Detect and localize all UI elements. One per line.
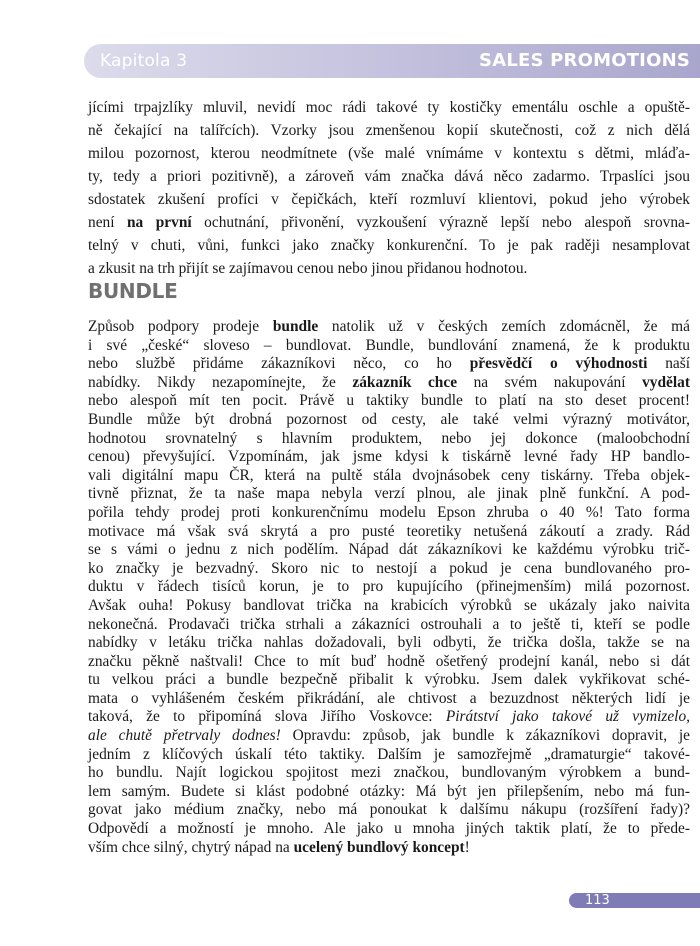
text-run: natolik už v českých zemích zdomácněl, že má <box>318 318 690 335</box>
text-line: značku pěkně naštvali! Chce to mít buď hodně ošetřený prodejní kanál, nebo si dát <box>88 652 690 670</box>
text-line: a zkusit na trh přijít se zajímavou cenou nebo jinou přidanou hodnotou. <box>88 260 528 277</box>
text-run: naší <box>647 355 691 373</box>
text-run: nebo službě přidáme zákazníkovi něco, co ho <box>88 355 470 373</box>
text-run: taková, že to připomíná slova Jiřího Voskovce: <box>88 708 446 726</box>
text-line: pořila tehdy prodej proti konkurenčnímu modelu Epson zhruba o 40 %! Tato forma <box>88 503 690 521</box>
text-run: Opravdu: způsob, jak bundle k zákazníkovi dopravit, je <box>280 727 690 745</box>
text-line <box>88 374 690 393</box>
text-run: ochutnání, přivonění, vyzkoušení výrazně lepší nebo alespoň srovna- <box>191 214 690 231</box>
text-line: duktu v řádech tisíců korun, je to pro kupujícího (přinejmenším) milá pozornost. <box>88 578 690 596</box>
text-run: Způsob podpory prodeje <box>88 318 273 335</box>
chapter-label: Kapitola 3 <box>100 51 188 71</box>
text-line: jícími trpajzlíky mluvil, nevidí moc rádi takové ty kostičky ementálu oschle a opuště- <box>88 99 690 116</box>
text-line: ty, tedy a priori pozitivně), a zároveň vám značka dává něco zadarmo. Trpaslíci jsou <box>88 168 690 185</box>
text-run: vším chce silný, chytrý nápad na <box>88 838 294 856</box>
text-line: Odpovědí a možností je mnoho. Ale jako u mnoha jiných taktik platí, že to přede- <box>88 820 690 838</box>
text-line: telný v chuti, vůni, funkci jako značky konkurenční. To je pak raději nesamplovat <box>88 237 690 254</box>
bold-phrase: ucelený bundlový koncept <box>293 838 465 856</box>
section-heading-bundle: BUNDLE <box>88 279 178 303</box>
text-line: ho bundlu. Najít logickou spojitost mezi značkou, bundlovaným výrobkem a bund- <box>88 764 690 782</box>
text-run: nabídky. Nikdy nezapomínejte, že <box>88 373 353 391</box>
text-run: na svém nakupování <box>457 373 643 391</box>
text-line <box>88 727 690 746</box>
text-line: Bundle může být drobná pozornost od cesty, ale také velmi výrazný motivátor, <box>88 410 690 428</box>
text-line: Avšak ouha! Pokusy bandlovat trička na krabicích výrobků se ukázaly jako naivita <box>88 596 690 614</box>
text-line <box>88 318 690 337</box>
bold-phrase: bundle <box>272 318 319 335</box>
text-line <box>88 211 690 234</box>
bold-phrase: na první <box>127 214 192 231</box>
text-line: tivně přiznat, že ta naše mapa nebyla verzí plnou, ale jinak plně funkční. A pod- <box>88 485 690 503</box>
text-line: vali digitální mapu ČR, která na pultě stála dvojnásobek ceny tiskárny. Třeba objek- <box>88 466 690 484</box>
text-line: milou pozornost, kterou neodmítnete (vše malé vnímáme v kontextu s dětmi, mláďa- <box>88 145 690 162</box>
bold-phrase: vydělat <box>642 373 690 391</box>
italic-quote: Pirátství jako takové už vymizelo, <box>445 708 690 726</box>
text-line: ko značky je bezvadný. Skoro nic to nestojí a pokud je cena bundlovaného pro- <box>88 559 690 577</box>
text-line: mata o vyhlášeném českém přikrádání, ale chtivost a bezuzdnost některých lidí je <box>88 689 690 707</box>
text-line: sdostatek zkušení profíci v čepičkách, kteří rozmluví klientovi, pokud jeho výrobek <box>88 191 690 208</box>
text-line: nekonečná. Prodavači trička strhali a zákazníci ostrouhali a to ještě ti, kteří se podle <box>88 615 690 633</box>
text-line: jedním z klíčových úskalí této taktiky. Dalším je samozřejmě „dramaturgie“ takové- <box>88 745 690 763</box>
bold-phrase: zákazník chce <box>352 373 458 391</box>
paragraph-samples-continued <box>88 96 690 280</box>
text-line: i své „české“ sloveso – bundlovat. Bundle, bundlování znamená, že k produktu <box>88 336 690 354</box>
page-number: 113 <box>585 893 610 908</box>
paragraph-bundle <box>88 318 690 857</box>
text-run: ! <box>464 838 470 856</box>
text-line: lem samým. Budete si klást podobné otázky: Má být jen přilepšením, nebo má fun- <box>88 782 690 800</box>
text-line: se s vámi o jednu z nich podělím. Nápad dát zákazníkovi ke každému výrobku trič- <box>88 541 690 559</box>
text-line: ně čekající na talířcích). Vzorky jsou zmenšenou kopií skutečnosti, což z nich dělá <box>88 122 690 139</box>
text-line <box>88 708 690 727</box>
text-line: govat jako médium značky, nebo má ponoukat k dalšímu nákupu (rozšíření řady)? <box>88 801 690 819</box>
text-line: nabídky v letáku trička nahlas dožadovali, byli odbyti, že trička došla, takže se na <box>88 634 690 652</box>
italic-quote: ale chutě přetrvaly dodnes! <box>88 727 281 745</box>
text-line: tu velkou práci a bundle bezpečně přibalit k výrobku. Jsem dalek vykřikovat sché- <box>88 671 690 689</box>
text-line: cenou) převyšující. Vzpomínám, jak jsme kdysi k tiskárně levné řady HP bandlo- <box>88 448 690 466</box>
text-line <box>88 355 690 374</box>
bold-phrase: přesvědčí o výhodnosti <box>469 355 648 373</box>
text-line: nebo alespoň mít ten pocit. Právě u taktiky bundle to platí na sto deset procent! <box>88 392 690 410</box>
text-line: hodnotou srovnatelný s hlavním produktem, nebo jej dokonce (maloobchodní <box>88 429 690 447</box>
text-run: není <box>88 214 127 231</box>
text-line: motivace má však svá skrytá a pro pusté teoretiky netušená zákoutí a zrady. Rád <box>88 522 690 540</box>
text-line <box>88 839 690 858</box>
chapter-title: SALES PROMOTIONS <box>479 50 690 71</box>
